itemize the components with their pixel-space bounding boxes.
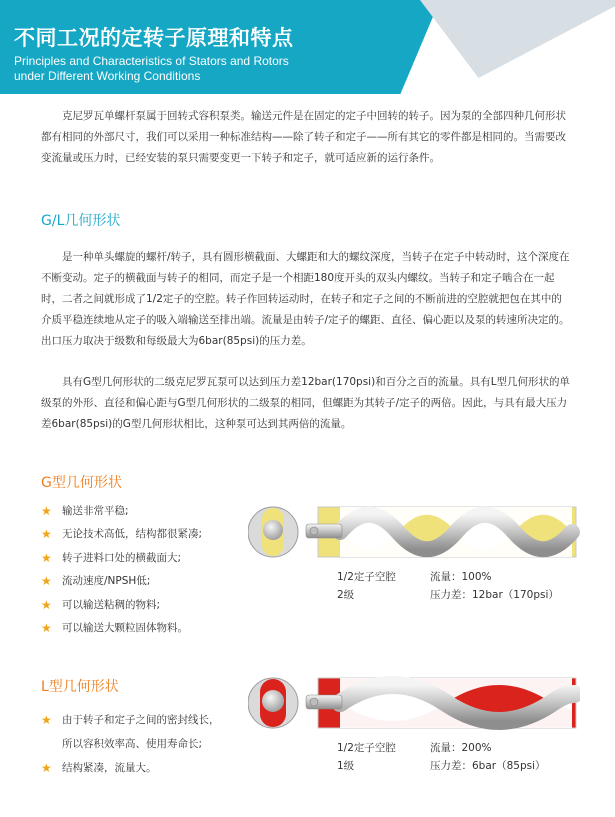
subtitle-line-2: under Different Working Conditions xyxy=(14,69,201,83)
bullet-text: 所以容积效率高、使用寿命长; xyxy=(62,738,203,750)
page-subtitle xyxy=(14,54,314,84)
g-heading: G型几何形状 xyxy=(41,475,122,491)
bullet-text: 输送非常平稳; xyxy=(62,505,129,517)
l-heading: L型几何形状 xyxy=(41,679,119,695)
star-icon: ★ xyxy=(41,597,52,612)
g-spec-flow: 流量：100% xyxy=(430,571,492,583)
list-item xyxy=(41,570,202,593)
list-item xyxy=(41,547,202,570)
list-item xyxy=(41,500,202,523)
star-icon: ★ xyxy=(41,621,52,636)
star-icon: ★ xyxy=(41,504,52,518)
bullet-text: 无论技术高低，结构都很紧凑; xyxy=(62,528,203,541)
banner-accent xyxy=(420,0,615,78)
list-item xyxy=(41,708,220,732)
bullet-text: 可以输送粘稠的物料; xyxy=(62,598,161,611)
bullet-text: 由于转子和定子之间的密封线长， xyxy=(62,714,220,726)
list-item xyxy=(41,732,220,756)
star-icon: ★ xyxy=(41,527,52,542)
list-item xyxy=(41,756,220,780)
g-bullet-list xyxy=(41,500,202,640)
g-spec-stage: 2级 xyxy=(337,589,355,601)
l-spec-cavity: 1/2定子空腔 xyxy=(337,742,396,754)
g-spec-cavity: 1/2定子空腔 xyxy=(337,571,396,583)
bullet-text: 流动速度/NPSH低; xyxy=(62,575,151,588)
star-icon: ★ xyxy=(41,761,52,775)
bullet-text: 可以输送大颗粒固体物料。 xyxy=(62,622,188,635)
l-spec-stage: 1级 xyxy=(337,760,355,772)
star-icon: ★ xyxy=(41,574,52,589)
list-item xyxy=(41,523,202,546)
gl-heading: G/L几何形状 xyxy=(41,213,121,229)
subtitle-line-1: Principles and Characteristics of Stators and Rotors xyxy=(14,54,289,68)
bullet-text: 结构紧凑，流量大。 xyxy=(62,762,157,774)
list-item xyxy=(41,594,202,617)
intro-paragraph: 克尼罗瓦单螺杆泵属于回转式容积泵类。输送元件是在固定的定子中回转的转子。因为泵的全部四种几何形状都有相同的外部尺寸，我们可以采用一种标准结构——除了转子和定子——所有其它的零件都是相同的。当需要改变流量或压力时，已经安装的泵只需要变更一下转子和定子，就可适应新的运行条件。 xyxy=(41,110,566,164)
g-geometry-rotor-stator-icon xyxy=(248,503,580,561)
gl-paragraph-2: 具有G型几何形状的二级克尼罗瓦泵可以达到压力差12bar(170psi)和百分之百的流量。具有L型几何形状的单级泵的外形、直径和偏心距与G型几何形状的二级泵的相同，但螺距为其转子/定子的两倍。因此，与具有最大压力差6bar(85psi)的G型几何形状相比，这种泵可达到其两倍的流量。 xyxy=(41,376,571,430)
star-icon: ★ xyxy=(41,550,52,565)
l-bullet-list xyxy=(41,708,220,780)
star-icon: ★ xyxy=(41,713,52,727)
l-geometry-rotor-stator-icon xyxy=(248,674,580,732)
l-spec-flow: 流量：200% xyxy=(430,742,492,754)
gl-paragraph-1: 是一种单头螺旋的螺杆/转子，具有圆形横截面、大螺距和大的螺纹深度，当转子在定子中转动时，这个深度在不断变动。定子的横截面与转子的相同，而定子是一个相距180度开头的双头内螺纹。当转子和定子啮合在一起时，二者之间就形成了1/2定子的空腔。转子作回转运动时，在转子和定子之间的不断前进的空腔就把包在其中的介质平稳连续地从定子的吸入端输送至排出端。流量是由转子/定子的螺距、直径、偏心距以及泵的转速所决定的。出口压力取决于级数和每级最大为6bar(85psi)的压力差。 xyxy=(41,251,570,347)
bullet-text: 转子进料口处的横截面大; xyxy=(62,551,182,564)
l-spec-pressure: 压力差：6bar（85psi） xyxy=(430,760,546,772)
g-spec-pressure: 压力差：12bar（170psi） xyxy=(430,589,559,601)
page-title: 不同工况的定转子原理和特点 xyxy=(14,26,294,50)
list-item xyxy=(41,617,202,640)
